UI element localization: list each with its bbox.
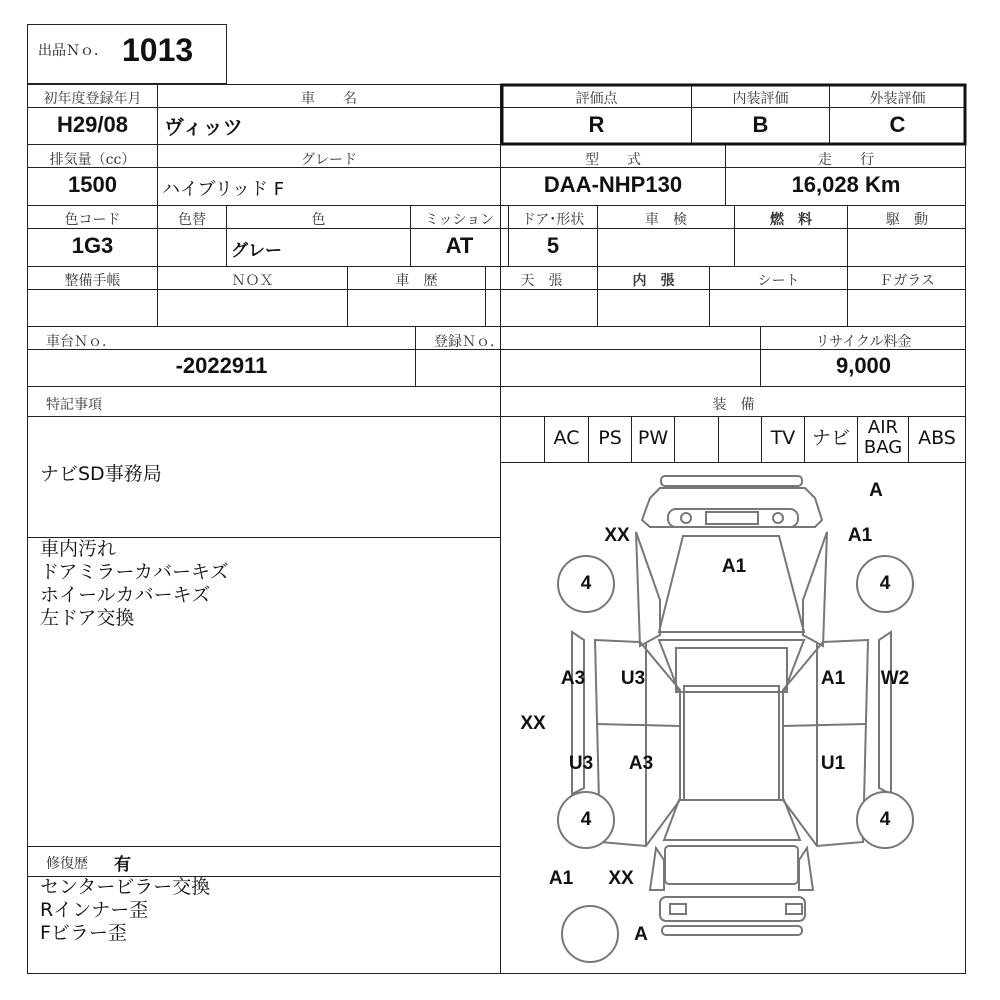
fglass-label: Ｆガラス xyxy=(879,273,935,289)
color-change-label: 色替 xyxy=(178,212,206,228)
chassis-label: 車台Ｎｏ． xyxy=(46,334,116,350)
remarks-label: 特記事項 xyxy=(46,397,102,413)
interior-label: 内装評価 xyxy=(732,91,789,107)
car-name-value: ヴィッツ xyxy=(164,115,243,139)
mark-front-bumper: A xyxy=(869,480,883,501)
remarks-note-2: ドアミラーカバーキズ xyxy=(40,561,229,583)
equip-item-tv: TV xyxy=(770,427,796,449)
mark-left-rocker: XX xyxy=(520,713,546,734)
remarks-note-1: 車内汚れ xyxy=(40,538,117,560)
mark-left-front-inner: U3 xyxy=(620,668,646,689)
color-code-label: 色コード xyxy=(64,212,121,228)
exterior-value: C xyxy=(889,112,906,137)
mark-left-quarter: A1 xyxy=(548,868,574,889)
remarks-note-3: ホイールカバーキズ xyxy=(40,584,211,606)
chassis-value: -2022911 xyxy=(175,353,268,378)
door-label: ドア･形状 xyxy=(521,212,585,228)
mark-right-rear-door: U1 xyxy=(820,753,846,774)
exterior-label: 外装評価 xyxy=(869,91,926,107)
interior-value: B xyxy=(752,112,769,137)
tire-rear-left-value: 4 xyxy=(580,809,592,830)
remarks-line1: ナビSD事務局 xyxy=(40,463,162,485)
first-reg-label: 初年度登録年月 xyxy=(43,91,142,107)
color-label: 色 xyxy=(311,212,326,228)
mission-value: AT xyxy=(445,233,474,258)
first-reg-value: H29/08 xyxy=(57,112,128,137)
tire-spare xyxy=(562,906,618,962)
color-code-value: 1G3 xyxy=(71,233,114,258)
lot-number-label: 出品Ｎｏ． xyxy=(38,43,108,59)
door-value: 5 xyxy=(546,233,560,258)
mark-hood: A1 xyxy=(721,556,747,577)
equip-item-abs: ABS xyxy=(918,427,956,449)
fuel-label: 燃 料 xyxy=(770,212,812,228)
mark-rear-bumper: A xyxy=(634,924,648,945)
mileage-label: 走 行 xyxy=(818,152,874,168)
equip-item-pw: PW xyxy=(637,427,669,449)
repair-label: 修復歴 xyxy=(46,856,88,872)
color-value: グレー xyxy=(231,241,282,261)
grade-value: ハイブリッド F xyxy=(162,179,285,200)
mark-left-rear-door: U3 xyxy=(568,753,594,774)
displacement-label: 排気量（cc） xyxy=(49,152,136,168)
grade-label: グレード xyxy=(301,152,357,168)
score-value: R xyxy=(588,112,605,137)
repair-note-3: Fビラー歪 xyxy=(40,922,127,944)
mark-left-fender: XX xyxy=(604,525,630,546)
nox-label: ＮＯＸ xyxy=(231,273,274,289)
maint-label: 整備手帳 xyxy=(64,273,121,289)
car-name-label: 車 名 xyxy=(301,91,357,107)
mission-label: ミッション xyxy=(424,212,495,228)
model-label: 型 式 xyxy=(585,152,641,168)
mark-right-fender: A1 xyxy=(847,525,873,546)
mark-left-front-door: A3 xyxy=(560,668,586,689)
recycle-value: 9,000 xyxy=(835,353,892,378)
mileage-value: 16,028 Km xyxy=(791,172,901,197)
lot-number: 1013 xyxy=(122,32,194,68)
tire-front-right-value: 4 xyxy=(879,573,891,594)
mark-right-rocker: W2 xyxy=(880,668,910,689)
equip-item-ac: AC xyxy=(553,427,580,449)
remarks-note-4: 左ドア交換 xyxy=(40,607,135,629)
recycle-label: リサイクル料金 xyxy=(815,334,912,350)
drive-label: 駆 動 xyxy=(886,212,928,228)
regno-label: 登録Ｎｏ． xyxy=(434,334,504,350)
inspection-label: 車 検 xyxy=(645,212,687,228)
repair-note-2: Rインナー歪 xyxy=(40,899,149,921)
roof-label: 天 張 xyxy=(520,273,563,289)
history-label: 車 歴 xyxy=(395,273,438,289)
displacement-value: 1500 xyxy=(68,172,117,197)
tire-rear-right-value: 4 xyxy=(879,809,891,830)
mark-trunk-left: XX xyxy=(608,868,634,889)
equip-item-airbag: AIR BAG xyxy=(863,417,903,458)
mark-left-rear-inner: A3 xyxy=(628,753,654,774)
score-label: 評価点 xyxy=(575,91,618,107)
equip-item-ps: PS xyxy=(598,427,622,449)
repair-value: 有 xyxy=(114,855,131,875)
inner-label: 内 張 xyxy=(632,273,675,289)
repair-note-1: センタービラー交換 xyxy=(40,876,211,898)
tire-front-left-value: 4 xyxy=(580,573,592,594)
model-value: DAA-NHP130 xyxy=(543,172,683,197)
equip-item-navi: ナビ xyxy=(811,427,850,449)
seat-label: シート xyxy=(757,273,800,289)
equipment-label: 装 備 xyxy=(712,397,755,413)
mark-right-front-door: A1 xyxy=(820,668,846,689)
